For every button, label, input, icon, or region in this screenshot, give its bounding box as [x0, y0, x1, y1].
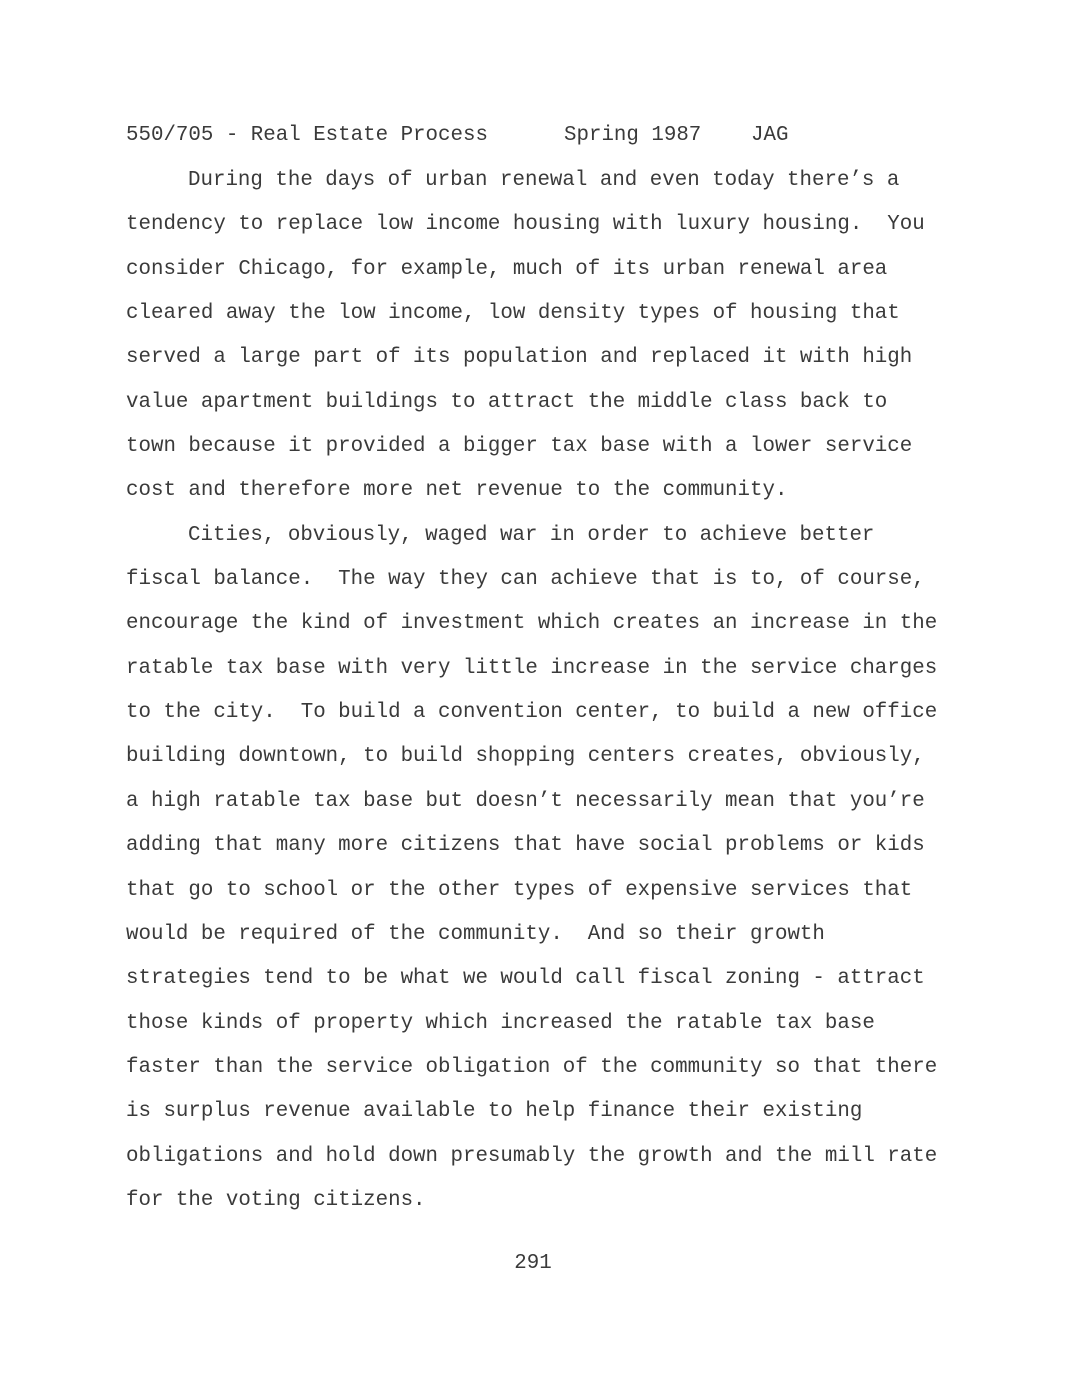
text-line: to the city. To build a convention center, to build a new office [126, 701, 938, 725]
text-line: would be required of the community. And so their growth [126, 922, 825, 946]
text-line: fiscal balance. The way they can achieve that is to, of course, [126, 568, 925, 592]
paragraph-1 [126, 168, 956, 523]
page-header [126, 123, 788, 149]
text-line: building downtown, to build shopping centers creates, obviously, [126, 745, 925, 769]
text-line: ratable tax base with very little increase in the service charges [126, 656, 938, 680]
text-line: that go to school or the other types of expensive services that [126, 878, 913, 902]
text-line: faster than the service obligation of the community so that there [126, 1055, 938, 1079]
text-line: cleared away the low income, low density types of housing that [126, 302, 900, 326]
text-line: consider Chicago, for example, much of its urban renewal area [126, 257, 888, 281]
text-line: town because it provided a bigger tax base with a lower service [126, 435, 913, 459]
text-line: is surplus revenue available to help finance their existing [126, 1100, 863, 1124]
paragraph-2 [126, 523, 956, 1233]
text-line: Cities, obviously, waged war in order to achieve better [188, 523, 875, 547]
text-line: During the days of urban renewal and even today there’s a [188, 169, 900, 192]
text-line: strategies tend to be what we would call fiscal zoning - attract [126, 967, 925, 991]
author-initials: JAG [751, 124, 789, 147]
text-line: a high ratable tax base but doesn’t necessarily mean that you’re [126, 789, 925, 813]
text-line: value apartment buildings to attract the middle class back to [126, 390, 888, 414]
text-line: tendency to replace low income housing with luxury housing. You [126, 213, 925, 237]
text-line: adding that many more citizens that have social problems or kids [126, 834, 925, 858]
text-line: those kinds of property which increased the ratable tax base [126, 1011, 875, 1035]
term-label: Spring 1987 [564, 124, 702, 147]
page-number: 291 [514, 1252, 552, 1275]
text-line: obligations and hold down presumably the growth and the mill rate [126, 1144, 938, 1168]
text-line: for the voting citizens. [126, 1188, 426, 1212]
text-line: cost and therefore more net revenue to the community. [126, 479, 788, 503]
body-text [126, 168, 956, 1232]
text-line: served a large part of its population and replaced it with high [126, 346, 913, 370]
text-line: encourage the kind of investment which creates an increase in the [126, 612, 938, 636]
course-title: 550/705 - Real Estate Process [126, 124, 488, 147]
